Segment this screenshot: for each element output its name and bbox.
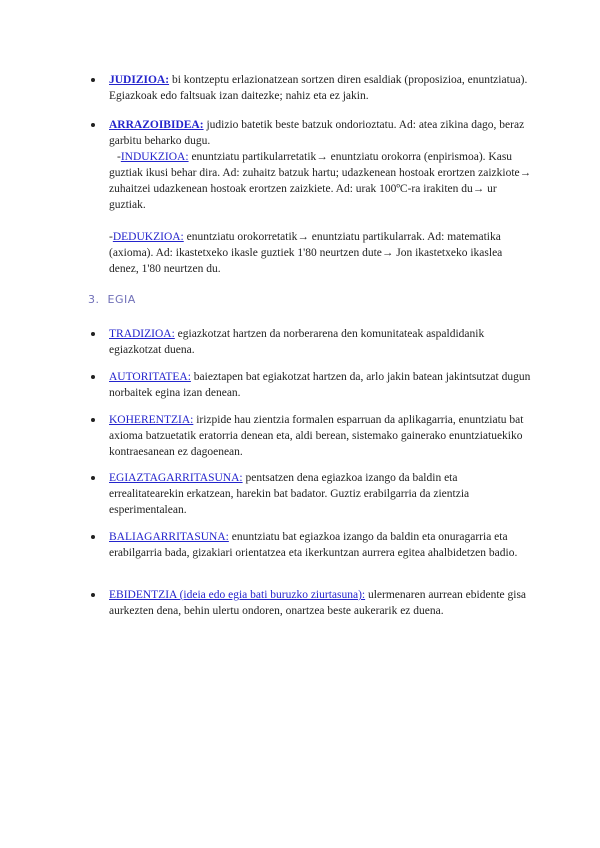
list-item-ebidentzia <box>109 587 534 619</box>
bullet-icon <box>91 78 95 82</box>
definition-text: egiazkotzat hartzen da norberarena den komunitateak aspaldidanik egiazkotzat duena. <box>109 328 485 356</box>
definition-text: pentsatzen dena egiazkoa izango da baldin eta errealitatearekin erkatzean, harekin bat badator. Guztiz erabilgarria da zientzia esperimentalean. <box>109 472 470 516</box>
definition-text: judizio batetik beste batzuk ondorioztatu. Ad: atea zikina dago, beraz garbitu beharko dugu. <box>109 119 525 147</box>
term-link-arrazoibidea[interactable]: ARRAZOIBIDEA: <box>109 119 204 131</box>
term-link-tradizioa[interactable]: TRADIZIOA: <box>109 328 175 340</box>
section-number: 3. <box>88 293 100 306</box>
list-item-baliagarritasuna <box>109 529 534 561</box>
list-item-arrazoibidea <box>109 117 534 277</box>
term-link-baliagarritasuna[interactable]: BALIAGARRITASUNA: <box>109 531 229 543</box>
term-link-ebidentzia[interactable]: EBIDENTZIA (ideia edo egia bati buruzko ziurtasuna): <box>109 589 366 601</box>
definition-text: bi kontzeptu erlazionatzean sortzen diren esaldiak (proposizioa, enuntziatua). Egiazkoak edo faltsuak izan daitezke; nahiz eta ez jakin. <box>109 74 528 102</box>
list-item-tradizioa <box>109 326 534 358</box>
list-item-koherentzia <box>109 412 534 460</box>
definition-text: ulermenaren aurrean ebidente gisa aurkezten dena, behin ulertu ondoren, onartzea beste aukerarik ez duena. <box>109 589 527 617</box>
definition-text: enuntziatu partikularretatik→ enuntziatu orokorra (enpirismoa). Kasu guztiak ikusi behar dira. Ad: zuhaitz batzuk hartu; udazkenean hostoak erortzen zaizkiote→ zuhaitzei udazkenean hostoak erortzen zaizkiete. Ad: urak 100ºC-ra irakiten du→ ur guztiak. <box>109 151 532 211</box>
list-item-egiaztagarritasuna <box>109 470 534 518</box>
definition-text: enuntziatu orokorretatik→ enuntziatu partikularrak. Ad: matematika (axioma). Ad: ikastetxeko ikasle guztiek 1'80 neurtzen dute→ Jon ikastetxeko ikaslea denez, 1'80 neurtzen du. <box>109 231 503 275</box>
bullet-icon <box>91 476 95 480</box>
bullet-icon <box>91 375 95 379</box>
bullet-icon <box>91 123 95 127</box>
definition-text: irizpide hau zientzia formalen esparruan da aplikagarria, enuntziatu bat axioma batzuetatik eratorria denean eta, aldi berean, sistemako gainerako enuntziatuekiko kontraesanean ez dagoenean. <box>109 414 524 458</box>
sub-paragraph-dedukzioa <box>109 229 534 277</box>
bullet-icon <box>91 593 95 597</box>
bullet-icon <box>91 418 95 422</box>
term-link-dedukzioa[interactable]: DEDUKZIOA: <box>112 231 184 243</box>
sub-paragraph-indukzioa <box>109 149 534 213</box>
term-link-indukzioa[interactable]: INDUKZIOA: <box>120 151 189 163</box>
list-item-judizioa <box>109 72 534 104</box>
section-title: EGIA <box>107 293 136 306</box>
bullet-icon <box>91 332 95 336</box>
definition-text: enuntziatu bat egiazkoa izango da baldin eta onuragarria eta erabilgarria bada, gizakiari orientatzea eta ikerkuntzan aurrera egitea ahalbidetzen badio. <box>109 531 518 559</box>
dash-prefix: - <box>109 231 113 243</box>
term-link-egiaztagarritasuna[interactable]: EGIAZTAGARRITASUNA: <box>109 472 243 484</box>
term-link-koherentzia[interactable]: KOHERENTZIA: <box>109 414 194 426</box>
section-heading <box>88 292 136 308</box>
list-item-autoritatea <box>109 369 534 401</box>
term-link-autoritatea[interactable]: AUTORITATEA: <box>109 371 191 383</box>
definition-text: baieztapen bat egiakotzat hartzen da, arlo jakin batean jakintsutzat dugun norbaitek egina izan denean. <box>109 371 531 399</box>
bullet-icon <box>91 535 95 539</box>
dash-prefix: - <box>117 151 121 163</box>
term-link-judizioa[interactable]: JUDIZIOA: <box>109 74 170 86</box>
